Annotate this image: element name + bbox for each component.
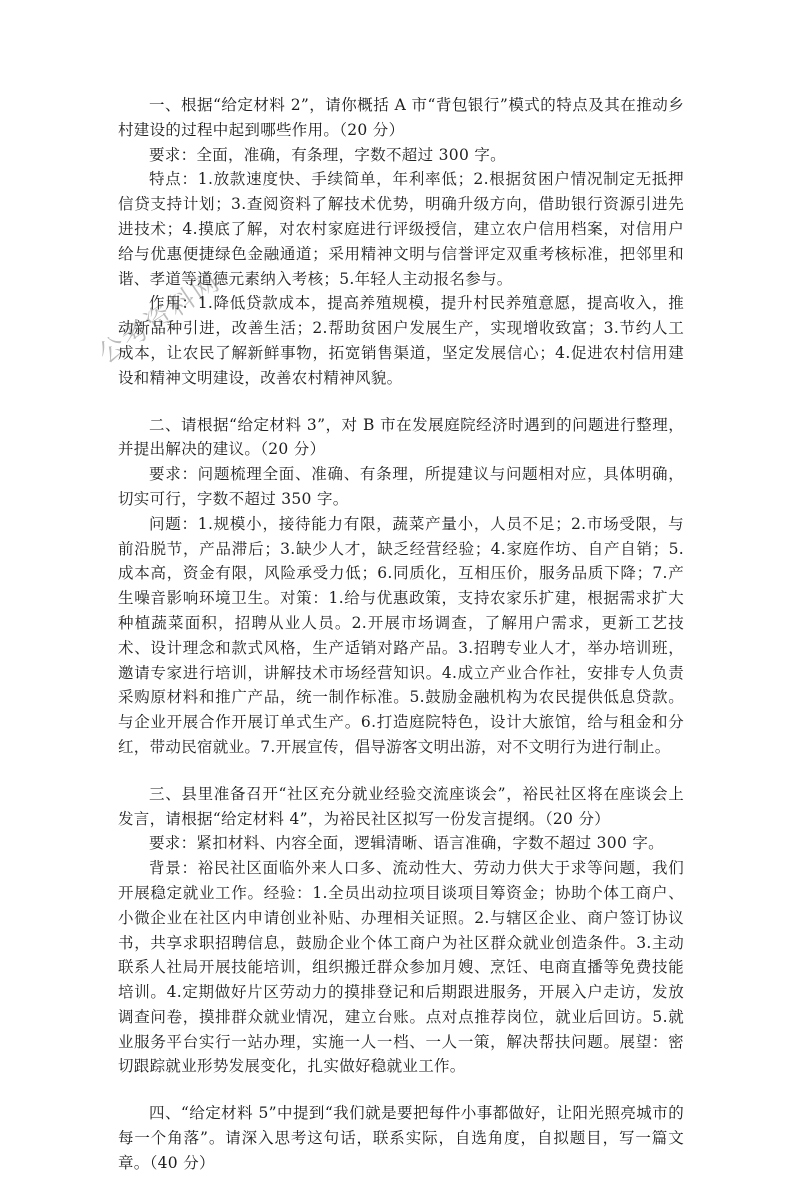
question-4-section: [118, 1101, 684, 1175]
question-1-answer-features: 特点：1.放款速度快、手续简单，年利率低；2.根据贫困户情况制定无抵押信贷支持计划；3.查阅资料了解技术优势，明确升级方向，借助银行资源引进先进技术；4.摸底了解，对农村家庭进行评级授信，建立农户信用档案，对信用户给与优惠便捷绿色金融通道；采用精神文明与信誉评定双重考核标准，把邻里和谐、孝道等道德元素纳入考核；5.年轻人主动报名参与。: [118, 170, 684, 288]
question-2-section: [118, 413, 684, 760]
document-page: [118, 93, 684, 1198]
question-3-text: 三、县里准备召开“社区充分就业经验交流座谈会”，裕民社区将在座谈会上发言，请根据“给定材料 4”，为裕民社区拟写一份发言提纲。（20 分）: [118, 784, 684, 828]
question-4-text: 四、“给定材料 5”中提到“我们就是要把每件小事都做好，让阳光照亮城市的每一个角落”。请深入思考这句话，联系实际，自选角度，自拟题目，写一篇文章。（40 分）: [118, 1104, 684, 1172]
question-3-section: [118, 782, 684, 1080]
question-1-text: 一、根据“给定材料 2”，请你概括 A 市“背包银行”模式的特点及其在推动乡村建设的过程中起到哪些作用。（20 分）: [118, 96, 684, 139]
question-3-requirement: 要求：紧扣材料、内容全面，逻辑清晰、语言准确，字数不超过 300 字。: [149, 834, 664, 853]
question-3-answer: 背景：裕民社区面临外来人口多、流动性大、劳动力供大于求等问题，我们开展稳定就业工作。经验：1.全员出动拉项目谈项目筹资金；协助个体工商户、小微企业在社区内申请创业补贴、办理相关证照。2.与辖区企业、商户签订协议书，共享求职招聘信息，鼓励企业个体工商户为社区群众就业创造条件。3.主动联系人社局开展技能培训，组织搬迁群众参加月嫂、烹饪、电商直播等免费技能培训。4.定期做好片区劳动力的摸排登记和后期跟进服务，开展入户走访，发放调查问卷，摸排群众就业情况，建立台账。点对点推荐岗位，就业后回访。5.就业服务平台实行一站办理，实施一人一档、一人一策，解决帮扶问题。展望：密切跟踪就业形势发展变化，扎实做好稳就业工作。: [118, 859, 684, 1076]
watermark: 公考资料网: [93, 266, 227, 370]
question-2-requirement: 要求：问题梳理全面、准确、有条理，所提建议与问题相对应，具体明确，切实可行，字数不超过 350 字。: [118, 465, 684, 508]
question-2-text: 二、请根据“给定材料 3”，对 B 市在发展庭院经济时遇到的问题进行整理，并提出解决的建议。（20 分）: [118, 415, 684, 459]
question-1-section: [118, 93, 684, 391]
question-1-requirement: 要求：全面，准确，有条理，字数不超过 300 字。: [149, 145, 506, 164]
question-1-answer-effects: 作用：1.降低贷款成本，提高养殖规模，提升村民养殖意愿，提高收入，推动新品种引进，改善生活；2.帮助贫困户发展生产，实现增收致富；3.节约人工成本，让农民了解新鲜事物，拓宽销售渠道，坚定发展信心；4.促进农村信用建设和精神文明建设，改善农村精神风貌。: [118, 294, 684, 387]
question-2-answer: 问题：1.规模小，接待能力有限，蔬菜产量小，人员不足；2.市场受限，与前沿脱节，产品滞后；3.缺少人才，缺乏经营经验；4.家庭作坊、自产自销；5.成本高，资金有限，风险承受力低；6.同质化，互相压价，服务品质下降；7.产生噪音影响环境卫生。对策：1.给与优惠政策，支持农家乐扩建，根据需求扩大种植蔬菜面积，招聘从业人员。2.开展市场调查，了解用户需求，更新工艺技术、设计理念和款式风格，生产适销对路产品。3.招聘专业人才，举办培训班，邀请专家进行培训，讲解技术市场经营知识。4.成立产业合作社，安排专人负责采购原材料和推广产品，统一制作标准。5.鼓励金融机构为农民提供低息贷款。与企业开展合作开展订单式生产。6.打造庭院特色，设计大旅馆，给与租金和分红，带动民宿就业。7.开展宣传，倡导游客文明出游，对不文明行为进行制止。: [118, 514, 684, 756]
